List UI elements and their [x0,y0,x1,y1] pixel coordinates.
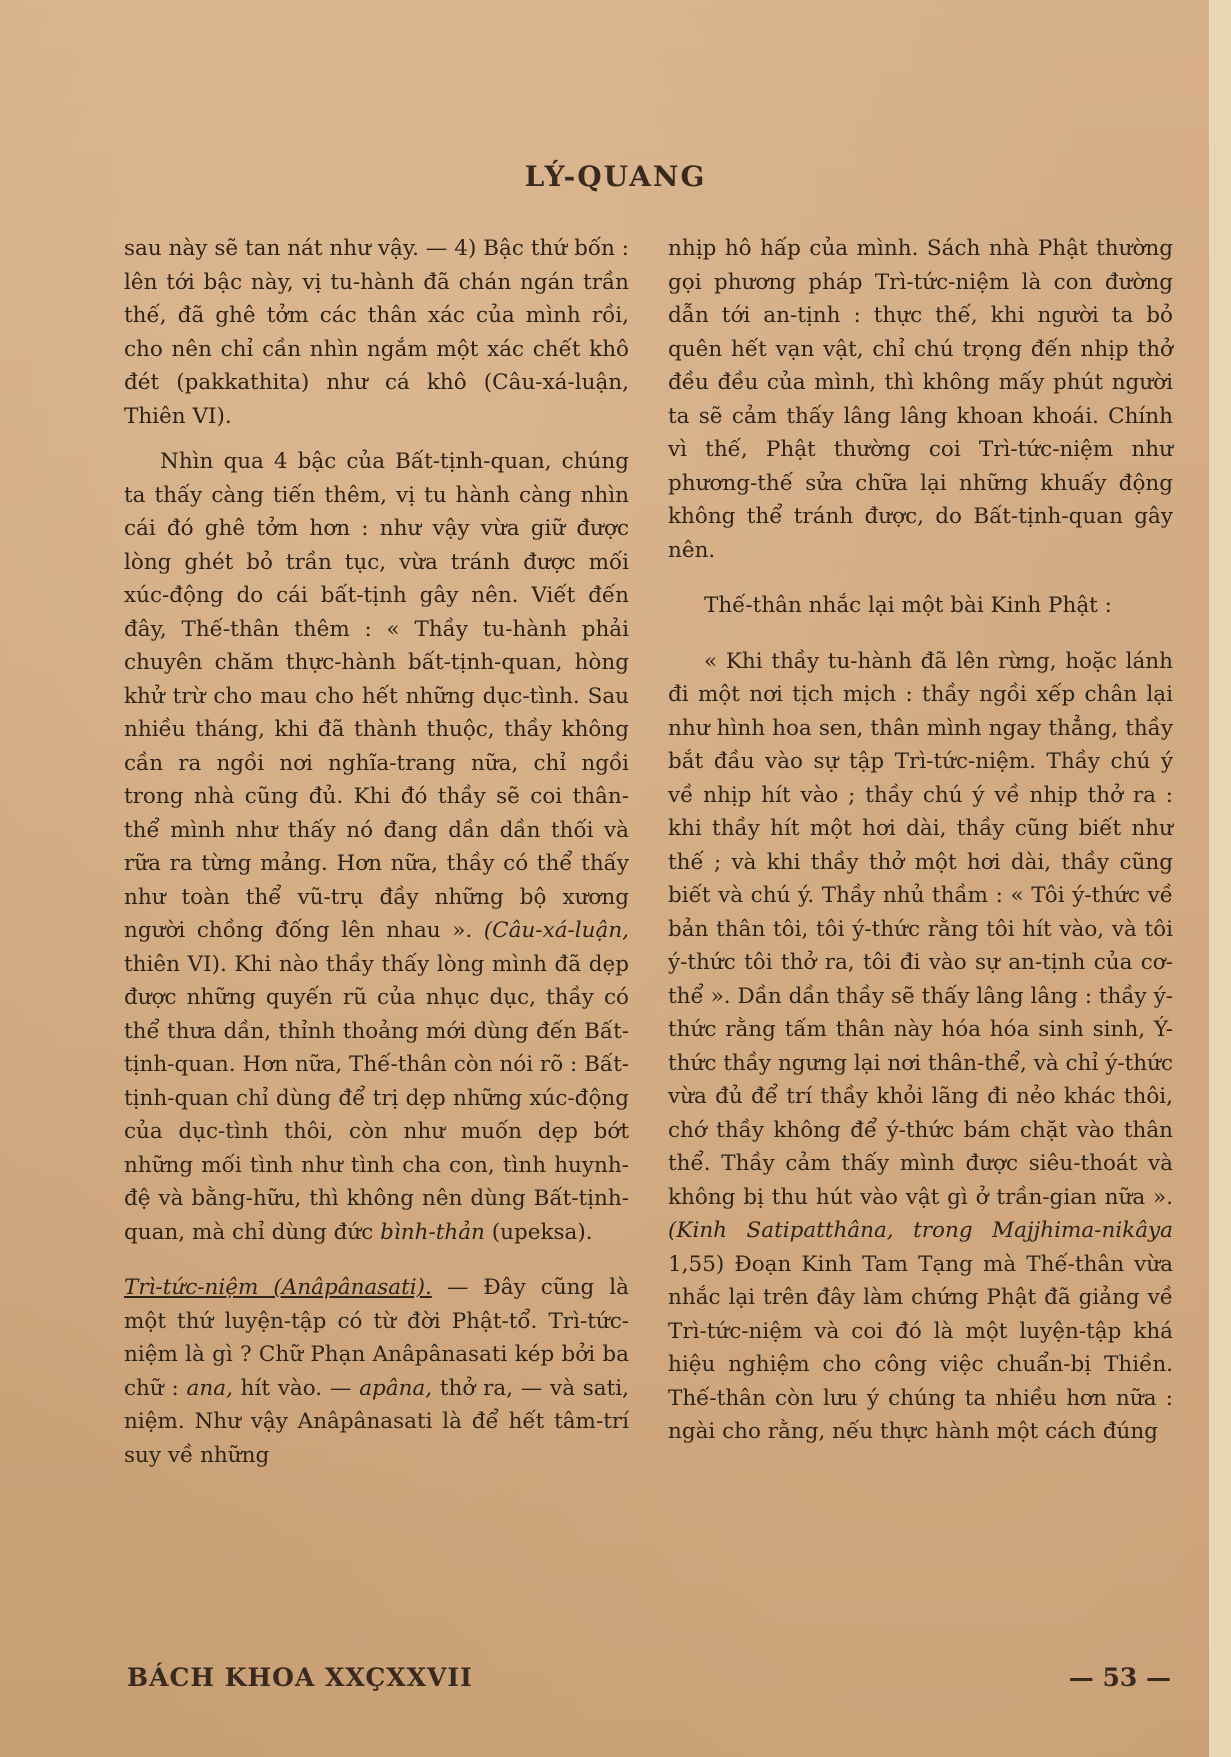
journal-footer: BÁCH KHOA XXÇXXVII [127,1663,473,1692]
paragraph: Thế-thân nhắc lại một bài Kinh Phật : [704,593,1112,618]
paragraph-text: hít vào. — [240,1375,352,1401]
page-header: LÝ-QUANG [524,160,707,193]
paragraph [124,445,629,1249]
italic-term: ana, [186,1375,233,1401]
paragraph-text: — Đây cũng là một thứ luyện-tập có từ đời Phật-tổ. Trì-tức-niệm là gì ? Chữ Phạn Anâpânasati kép bởi ba chữ : [124,1275,630,1401]
page-number: — 53 — [1068,1663,1171,1692]
left-column [124,232,629,1484]
paragraph: nhịp hô hấp của mình. Sách nhà Phật thường gọi phương pháp Trì-tức-niệm là con đường dẫn tới an-tịnh : thực thế, khi người ta bỏ quên hết vạn vật, chỉ chú trọng đến nhịp thở đều đều của mình, thì không mấy phút người ta sẽ cảm thấy lâng lâng khoan khoái. Chính vì thế, Phật thường coi Trì-tức-niệm như phương-thế sửa chữa lại những khuấy động không thể tránh được, do Bất-tịnh-quan gây nên. [668,236,1173,563]
citation: (Kinh Satipatthâna, trong Majjhima-nikâya [668,1218,1173,1243]
paragraph-text: 1,55) Đoạn Kinh Tam Tạng mà Thế-thân vừa nhắc lại trên đây làm chứng Phật đã giảng về Trì-tức-niệm và coi đó là một luyện-tập khá hiệu nghiệm cho công việc chuẩn-bị Thiền. Thế-thân còn lưu ý chúng ta nhiều hơn nữa : ngài cho rằng, nếu thực hành một cách đúng [668,1251,1173,1444]
paragraph-text: « Khi thầy tu-hành đã lên rừng, hoặc lánh đi một nơi tịch mịch : thầy ngồi xếp chân lại như hình hoa sen, thân mình ngay thẳng, thầy bắt đầu vào sự tập Trì-tức-niệm. Thầy chú ý về nhịp hít vào ; thầy chú ý về nhịp thở ra : khi thầy hít một hơi dài, thầy cũng biết như thế ; và khi thầy thở một hơi dài, thầy cũng biết và chú ý. Thầy nhủ thầm : « Tôi ý-thức về bản thân tôi, tôi ý-thức rằng tôi hít vào, và tôi ý-thức tôi thở ra, tôi đi vào sự an-tịnh của cơ-thể ». Dần dần thầy sẽ thấy lâng lâng : thầy ý-thức rằng tấm thân này hóa hóa sinh sinh, Ý-thức thầy ngưng lại nơi thân-thể, và chỉ ý-thức vừa đủ để trí thầy khỏi lãng đi nẻo khác thôi, chớ thầy không để ý-thức bám chặt vào thân thể. Thầy cảm thấy mình được siêu-thoát và không bị thu hút vào vật gì ở trần-gian nữa ». [668,648,1173,1210]
italic-term: bình-thản [380,1219,485,1245]
paper-edge [1209,0,1231,1757]
section-heading: Trì-tức-niệm (Anâpânasati). [124,1275,432,1300]
paragraph-text: (upeksa). [491,1219,593,1245]
italic-term: apâna, [359,1375,433,1401]
paragraph-text: thiên VI). Khi nào thầy thấy lòng mình đã dẹp được những quyến rũ của nhục dục, thầy có thể thưa dần, thỉnh thoảng mới dùng đến Bất-tịnh-quan. Hơn nữa, Thế-thân còn nói rõ : Bất-tịnh-quan chỉ dùng để trị dẹp những xúc-động của dục-tình thôi, còn như muốn dẹp bớt những mối tình như tình cha con, tình huynh-đệ và bằng-hữu, thì không nên dùng Bất-tịnh-quan, mà chỉ dùng đức [124,951,629,1245]
citation: (Câu-xá-luận, [483,918,629,943]
right-column [668,232,1173,1461]
paragraph-text: thở ra, — và sati, niệm. Như vậy Anâpânasati là để hết tâm-trí suy về những [124,1375,629,1468]
paragraph: sau này sẽ tan nát như vậy. — 4) Bậc thứ bốn : lên tới bậc này, vị tu-hành đã chán ngán trần thế, đã ghê tởm các thân xác của mình rồi, cho nên chỉ cần nhìn ngắm một xác chết khô đét (pakkathita) như cá khô (Câu-xá-luận, Thiên VI). [124,236,629,429]
paragraph [668,645,1173,1449]
paragraph [124,1271,629,1472]
paragraph-text: Nhìn qua 4 bậc của Bất-tịnh-quan, chúng ta thấy càng tiến thêm, vị tu hành càng nhìn cái đó ghê tởm hơn : như vậy vừa giữ được lòng ghét bỏ trần tục, vừa tránh được mối xúc-động do cái bất-tịnh gây nên. Viết đến đây, Thế-thân thêm : « Thầy tu-hành phải chuyên chăm thực-hành bất-tịnh-quan, hòng khử trừ cho mau cho hết những dục-tình. Sau nhiều tháng, khi đã thành thuộc, thầy không cần ra ngồi nơi nghĩa-trang nữa, chỉ ngồi trong nhà cũng đủ. Khi đó thầy sẽ coi thân-thể mình như thấy nó đang dần dần thối và rữa ra từng mảng. Hơn nữa, thầy có thể thấy như toàn thể vũ-trụ đầy những bộ xương người chồng đống lên nhau ». [124,449,629,943]
